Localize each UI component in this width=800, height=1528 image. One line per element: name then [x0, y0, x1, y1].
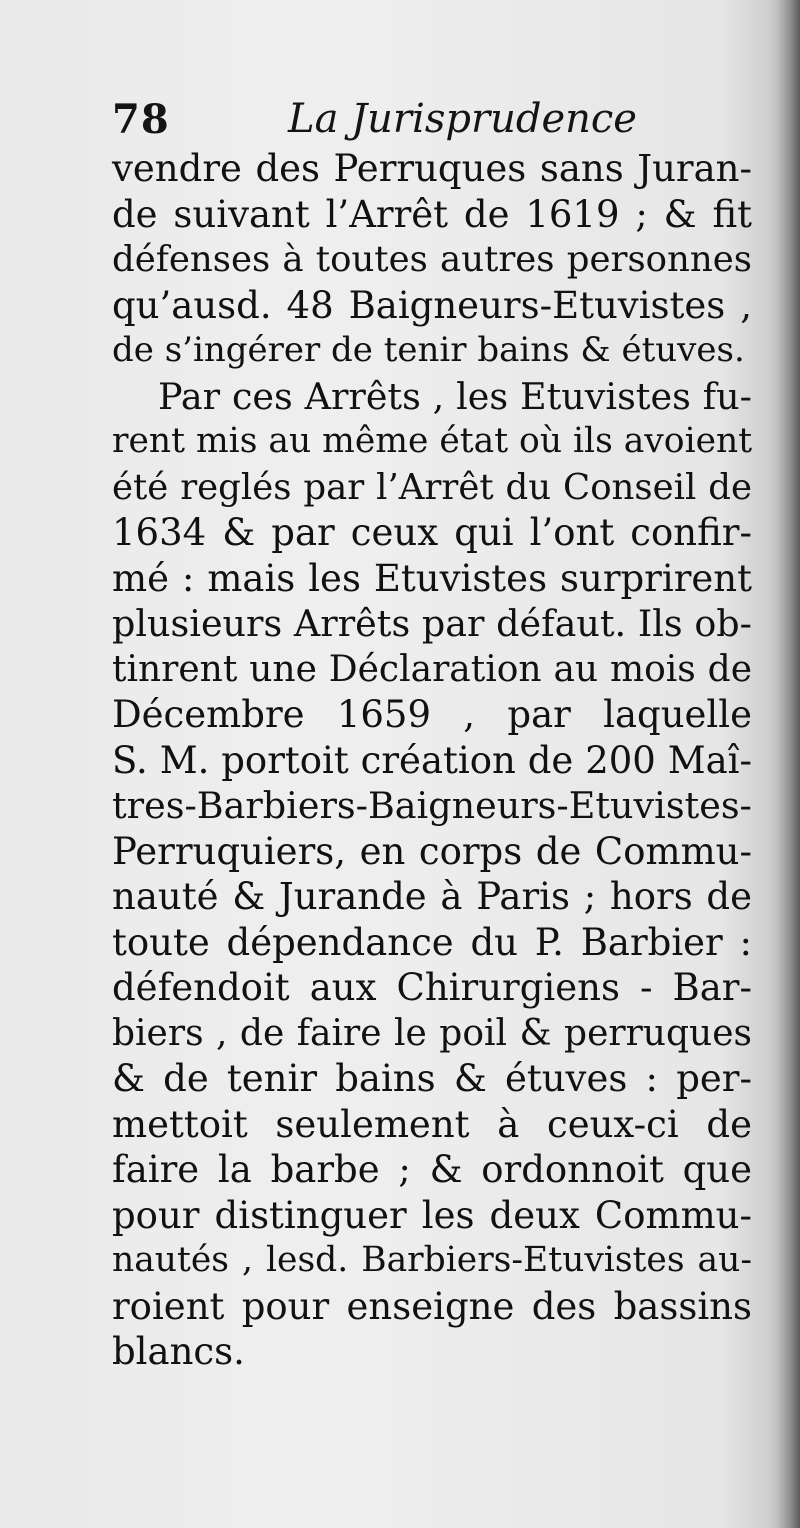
text-line: qu’ausd. 48 Baigneurs-Etuvistes ,: [112, 283, 752, 327]
text-line: S. M. portoit création de 200 Maî-: [112, 738, 752, 782]
text-line: & de tenir bains & étuves : per-: [112, 1057, 752, 1100]
text-line: blancs.: [112, 1330, 245, 1373]
text-line: tres-Barbiers-Baigneurs-Etuvistes-: [112, 784, 752, 827]
text-line: nauté & Jurande à Paris ; hors de: [112, 875, 752, 918]
text-line: 1634 & par ceux qui l’ont confir-: [112, 511, 752, 554]
running-head: La Jurisprudence: [288, 96, 637, 142]
text-line: vendre des Perruques sans Juran-: [112, 147, 752, 190]
text-line: mé : mais les Etuvistes surprirent: [112, 556, 752, 600]
text-line: défendoit aux Chirurgiens - Bar-: [112, 966, 752, 1009]
page-header: [112, 96, 637, 148]
text-line: nautés , lesd. Barbiers-Etuvistes au-: [112, 1240, 752, 1280]
text-line: rent mis au même état où ils avoient: [112, 421, 753, 461]
text-line: plusieurs Arrêts par défaut. Ils ob-: [112, 602, 752, 645]
text-line: roient pour enseigne des bassins: [112, 1284, 752, 1328]
paragraph-first-line: Par ces Arrêts , les Etuvistes fu-: [158, 374, 752, 418]
text-line: toute dépendance du P. Barbier :: [112, 920, 752, 964]
text-line: biers , de faire le poil & perruques: [112, 1012, 752, 1054]
body-text: [112, 146, 752, 1375]
text-line: défenses à toutes autres personnes: [112, 239, 752, 280]
text-line: de s’ingérer de tenir bains & étuves.: [112, 330, 745, 370]
text-line: Décembre 1659 , par laquelle: [112, 693, 752, 736]
text-line: de suivant l’Arrêt de 1619 ; & fit: [112, 192, 752, 236]
page-number: 78: [112, 96, 170, 143]
text-line: faire la barbe ; & ordonnoit que: [112, 1148, 752, 1191]
text-line: été reglés par l’Arrêt du Conseil de: [112, 466, 752, 508]
text-line: mettoit seulement à ceux-ci de: [112, 1102, 752, 1146]
book-spine-shadow: [778, 0, 800, 1528]
text-line: pour distinguer les deux Commu-: [112, 1193, 752, 1237]
text-line: Perruquiers, en corps de Commu-: [112, 829, 752, 873]
text-line: tinrent une Déclaration au mois de: [112, 648, 752, 690]
